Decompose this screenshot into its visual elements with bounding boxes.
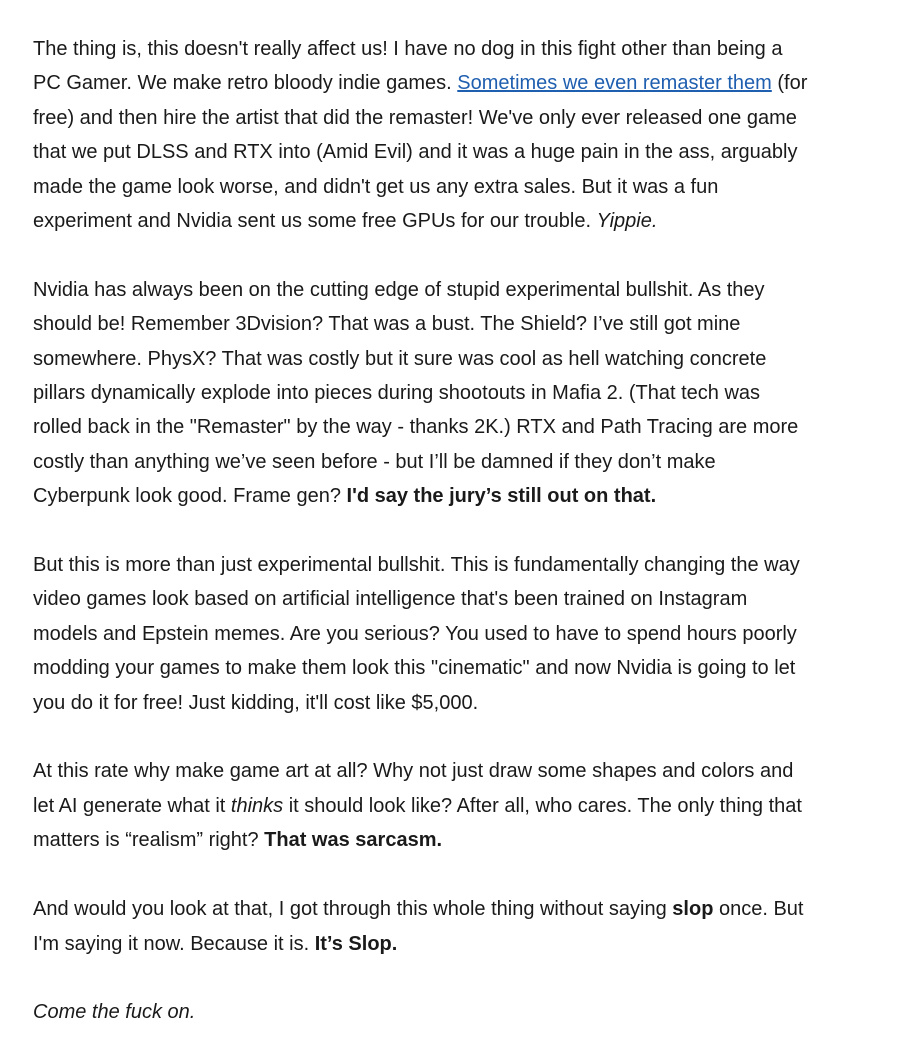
bold-text: It’s Slop.: [314, 932, 398, 955]
text-line: [33, 548, 875, 582]
text-line: [33, 32, 875, 66]
text: Cyberpunk look good. Frame gen?: [33, 485, 347, 508]
text-line: [33, 479, 875, 513]
bold-text: I'd say the jury’s still out on that.: [346, 485, 657, 508]
text: modding your games to make them look this "cinematic" and now Nvidia is going to let: [33, 657, 796, 680]
text: it should look like? After all, who cares. The only thing that: [283, 794, 802, 817]
italic-text: thinks: [230, 794, 284, 817]
bold-text: slop: [672, 898, 714, 921]
text: pillars dynamically explode into pieces during shootouts in Mafia 2. (That tech was: [33, 382, 761, 405]
text-line: [33, 582, 875, 616]
text-line: [33, 307, 875, 341]
text-line: [33, 892, 875, 926]
text-line: [33, 686, 875, 720]
text: experiment and Nvidia sent us some free GPUs for our trouble.: [33, 210, 597, 233]
text: video games look based on artificial intelligence that's been trained on Instagram: [33, 588, 748, 611]
text-line: [33, 927, 875, 961]
paragraph-5: [33, 892, 875, 961]
text-line: [33, 445, 875, 479]
text: And would you look at that, I got through this whole thing without saying: [33, 898, 673, 921]
text: matters is “realism” right?: [33, 829, 265, 852]
text: made the game look worse, and didn't get us any extra sales. But it was a fun: [33, 175, 719, 198]
text: (for: [771, 72, 808, 95]
text: The thing is, this doesn't really affect us! I have no dog in this fight other than being a: [33, 38, 783, 60]
italic-text: Come the fuck on.: [33, 1001, 196, 1024]
text-line: [33, 273, 875, 307]
text-line: [33, 617, 875, 651]
bold-text: That was sarcasm.: [264, 829, 443, 852]
remaster-link[interactable]: Sometimes we even remaster them: [457, 72, 772, 95]
text: that we put DLSS and RTX into (Amid Evil) and it was a huge pain in the ass, arguably: [33, 141, 798, 164]
text: let AI generate what it: [33, 794, 231, 817]
text-line: [33, 66, 875, 100]
text-line: [33, 204, 875, 238]
italic-text: Yippie.: [596, 210, 658, 233]
text-line: [33, 754, 875, 788]
text: Nvidia has always been on the cutting edge of stupid experimental bullshit. As they: [33, 278, 765, 301]
text-line: [33, 342, 875, 376]
paragraph-2: [33, 273, 875, 514]
text: once. But: [713, 898, 804, 921]
text-line: [33, 651, 875, 685]
paragraph-4: [33, 754, 875, 857]
text: rolled back in the "Remaster" by the way - thanks 2K.) RTX and Path Tracing are more: [33, 416, 799, 439]
text-line: [33, 789, 875, 823]
paragraph-1: [33, 32, 875, 238]
text: free) and then hire the artist that did the remaster! We've only ever released one game: [33, 106, 797, 129]
text-line: [33, 376, 875, 410]
text: I'm saying it now. Because it is.: [33, 932, 315, 955]
paragraph-6: [33, 995, 875, 1029]
text: costly than anything we’ve seen before - but I’ll be damned if they don’t make: [33, 450, 716, 473]
text: But this is more than just experimental bullshit. This is fundamentally changing the way: [33, 554, 800, 577]
text-line: [33, 135, 875, 169]
text: you do it for free! Just kidding, it'll cost like $5,000.: [33, 691, 479, 714]
text: PC Gamer. We make retro bloody indie games.: [33, 72, 458, 95]
paragraph-3: [33, 548, 875, 720]
text: somewhere. PhysX? That was costly but it sure was cool as hell watching concrete: [33, 347, 767, 370]
text: models and Epstein memes. Are you serious? You used to have to spend hours poorly: [33, 622, 797, 645]
text-line: [33, 823, 875, 857]
text: At this rate why make game art at all? Why not just draw some shapes and colors and: [33, 760, 794, 783]
text: should be! Remember 3Dvision? That was a bust. The Shield? I’ve still got mine: [33, 313, 741, 336]
text-line: [33, 410, 875, 444]
text-line: [33, 101, 875, 135]
text-line: [33, 995, 875, 1029]
text-line: [33, 170, 875, 204]
